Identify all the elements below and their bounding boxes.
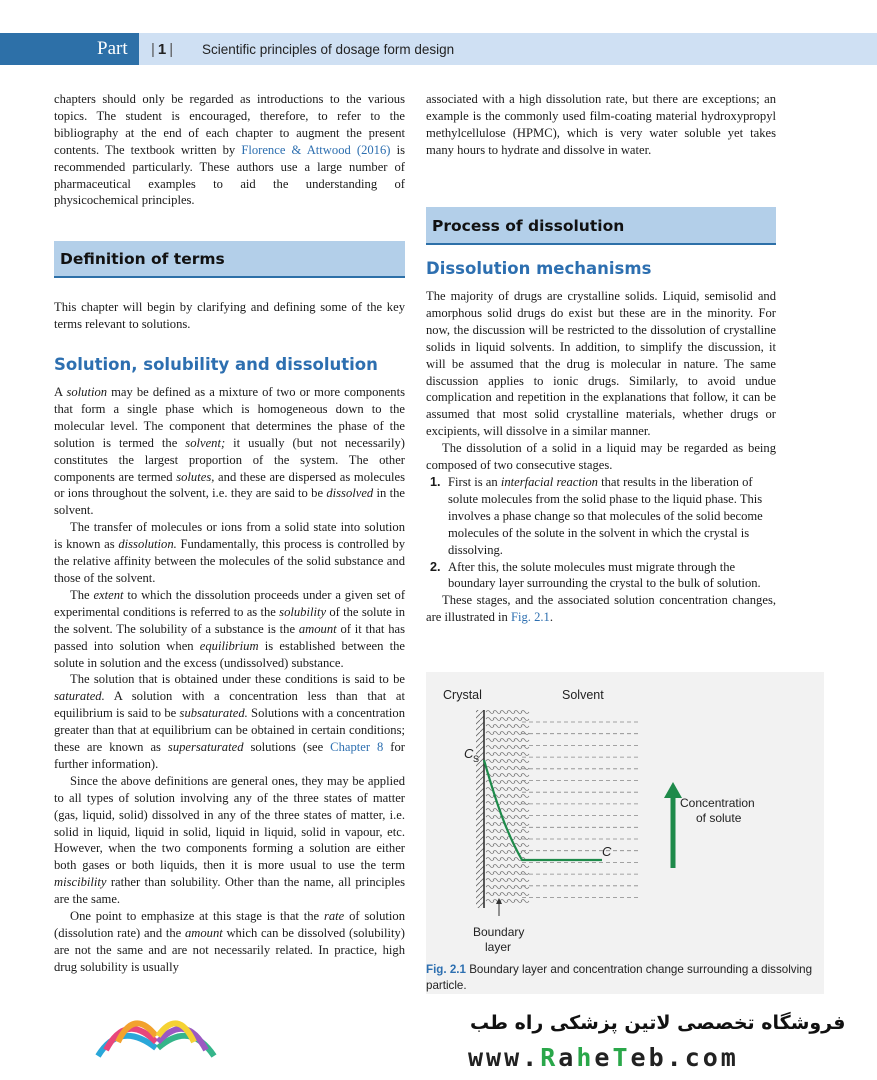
boundary-squiggle	[486, 809, 494, 812]
boundary-squiggle	[500, 802, 508, 805]
boundary-squiggle	[486, 816, 494, 819]
boundary-squiggle	[514, 781, 522, 784]
boundary-squiggle	[514, 746, 522, 749]
boundary-squiggle	[500, 865, 508, 868]
boundary-squiggle	[521, 746, 529, 749]
crystal-surface	[476, 710, 484, 908]
boundary-squiggle	[507, 718, 515, 721]
boundary-squiggle	[507, 893, 515, 896]
boundary-squiggle	[514, 879, 522, 882]
boundary-squiggle	[493, 851, 501, 854]
boundary-squiggle	[500, 858, 508, 861]
boundary-squiggle	[514, 767, 522, 770]
boundary-squiggle	[486, 746, 494, 749]
chapter-number: | 1 |	[151, 41, 173, 58]
boundary-squiggle	[507, 788, 515, 791]
boundary-squiggle	[514, 823, 522, 826]
boundary-squiggle	[521, 718, 529, 721]
boundary-squiggle	[493, 844, 501, 847]
boundary-squiggle	[500, 753, 508, 756]
boundary-squiggle	[486, 858, 494, 861]
boundary-squiggle	[486, 760, 494, 763]
boundary-squiggle	[514, 732, 522, 735]
boundary-squiggle	[500, 872, 508, 875]
boundary-squiggle	[486, 865, 494, 868]
boundary-squiggle	[521, 753, 529, 756]
boundary-squiggle	[486, 795, 494, 798]
boundary-squiggle	[514, 711, 522, 714]
boundary-squiggle	[486, 851, 494, 854]
boundary-squiggle	[486, 711, 494, 714]
boundary-squiggle	[521, 844, 529, 847]
boundary-squiggle	[507, 746, 515, 749]
boundary-squiggle	[500, 809, 508, 812]
step-1: 1. First is an interfacial reaction that results in the liberation of solute molecules from the solid phase to the liquid phase. This involves a phase change so that molecules of the solid become molecules of the solute in the solvent in which the crystal is dissolving.	[430, 474, 763, 557]
boundary-squiggle	[514, 816, 522, 819]
boundary-squiggle	[514, 753, 522, 756]
boundary-squiggle	[493, 760, 501, 763]
figure-caption: Fig. 2.1 Boundary layer and concentration change surrounding a dissolving particle.	[426, 963, 813, 992]
boundary-squiggle	[493, 711, 501, 714]
boundary-squiggle	[493, 886, 501, 889]
boundary-squiggle	[514, 802, 522, 805]
boundary-squiggle	[486, 732, 494, 735]
boundary-squiggle	[514, 795, 522, 798]
boundary-squiggle	[493, 893, 501, 896]
definitions-paragraph: This chapter will begin by clarifying and defining some of the key terms relevant to solutions.	[54, 300, 405, 331]
solution-subheading: Solution, solubility and dissolution	[54, 355, 378, 374]
boundary-layer-diagram	[426, 672, 824, 962]
boundary-squiggle	[500, 711, 508, 714]
boundary-squiggle	[500, 732, 508, 735]
boundary-squiggle	[521, 900, 529, 903]
solution-body	[54, 384, 405, 976]
boundary-squiggle	[507, 781, 515, 784]
boundary-squiggle	[493, 865, 501, 868]
store-url[interactable]: www.RaheTeb.com	[468, 1043, 739, 1072]
boundary-squiggle	[486, 872, 494, 875]
florence-attwood-link[interactable]: Florence & Attwood (2016)	[241, 142, 391, 157]
solution-paragraph-6: One point to emphasize at this stage is that the rate of solution (dissolution rate) and the amount which can be dissolved (solubility) are not the same and are not necessarily related. In practice, high drug solubility is usually	[54, 909, 405, 974]
process-heading-text: Process of dissolution	[432, 217, 625, 235]
boundary-squiggle	[521, 725, 529, 728]
concentration-label-1: Concentration	[680, 796, 755, 810]
boundary-squiggle	[507, 900, 515, 903]
boundary-squiggle	[507, 774, 515, 777]
boundary-squiggle	[493, 858, 501, 861]
boundary-squiggle	[521, 760, 529, 763]
boundary-squiggle	[500, 725, 508, 728]
boundary-squiggle	[500, 844, 508, 847]
boundary-squiggle	[493, 781, 501, 784]
boundary-squiggle	[514, 774, 522, 777]
boundary-squiggle	[493, 872, 501, 875]
boundary-squiggle	[486, 879, 494, 882]
boundary-squiggle	[514, 788, 522, 791]
boundary-squiggle	[514, 837, 522, 840]
boundary-squiggle	[521, 788, 529, 791]
boundary-squiggle	[500, 718, 508, 721]
boundary-squiggle	[486, 753, 494, 756]
boundary-squiggle	[500, 760, 508, 763]
boundary-squiggle	[507, 753, 515, 756]
boundary-squiggle	[507, 879, 515, 882]
boundary-squiggle	[507, 767, 515, 770]
boundary-squiggle	[486, 725, 494, 728]
definitions-heading-text: Definition of terms	[60, 250, 225, 268]
boundary-squiggle	[521, 711, 529, 714]
boundary-squiggle	[493, 718, 501, 721]
cs-label: C	[464, 746, 474, 761]
solvent-label: Solvent	[562, 688, 604, 702]
definitions-section-heading	[54, 241, 405, 278]
boundary-squiggle	[493, 816, 501, 819]
boundary-squiggle	[514, 900, 522, 903]
cs-subscript: S	[473, 754, 480, 764]
boundary-squiggle	[500, 879, 508, 882]
solution-paragraph-3: The extent to which the dissolution proceeds under a given set of experimental conditions is referred to as the solubility of the solute in the solvent. The solubility of a substance is the amount of it that has passed into solution when equilibrium is established between the solute in solution and the excess (undissolved) substance.	[54, 587, 406, 670]
boundary-squiggle	[507, 858, 515, 861]
boundary-squiggle	[493, 739, 501, 742]
part-label: Part	[97, 38, 128, 59]
boundary-squiggle	[507, 732, 515, 735]
dissolution-steps-list	[426, 474, 776, 592]
boundary-squiggle	[493, 753, 501, 756]
boundary-squiggle	[514, 760, 522, 763]
boundary-squiggle	[493, 837, 501, 840]
boundary-squiggle	[493, 879, 501, 882]
boundary-squiggle	[514, 865, 522, 868]
mechanisms-paragraph-2: The dissolution of a solid in a liquid may be regarded as being composed of two consecutive stages.	[426, 441, 776, 473]
intro-paragraph: chapters should only be regarded as introductions to the various topics. The student is encouraged, therefore, to refer to the bibliography at the end of each chapter to augment the present contents. The textbook written by Florence & Attwood (2016) is recommended particularly. These authors use a large number of pharmaceutical examples to aid the understanding of physicochemical principles.	[54, 92, 405, 208]
boundary-squiggle	[521, 739, 529, 742]
concentration-label-2: of solute	[696, 811, 742, 825]
boundary-squiggle	[507, 886, 515, 889]
boundary-squiggle	[500, 739, 508, 742]
boundary-squiggle	[521, 893, 529, 896]
boundary-squiggle	[514, 718, 522, 721]
solvent-dashed-lines	[522, 722, 638, 898]
solution-paragraph-2: The transfer of molecules or ions from a solid state into solution is known as dissolution. Fundamentally, this process is controlled by the relative affinity between the molecules of the solid substance and those of the solvent.	[54, 520, 405, 585]
boundary-squiggle	[493, 725, 501, 728]
boundary-squiggle	[500, 774, 508, 777]
boundary-squiggle	[514, 893, 522, 896]
boundary-squiggle	[521, 865, 529, 868]
boundary-squiggle	[500, 767, 508, 770]
boundary-squiggle	[500, 886, 508, 889]
chapter-8-link[interactable]: Chapter 8	[330, 740, 384, 755]
boundary-squiggle	[500, 900, 508, 903]
boundary-squiggle	[500, 893, 508, 896]
boundary-squiggle	[500, 837, 508, 840]
boundary-squiggle	[500, 788, 508, 791]
boundary-squiggle	[493, 830, 501, 833]
boundary-label-2: layer	[485, 940, 512, 954]
boundary-squiggle	[514, 886, 522, 889]
process-section-heading	[426, 207, 776, 245]
boundary-squiggle	[500, 746, 508, 749]
boundary-squiggle	[507, 872, 515, 875]
boundary-squiggle	[521, 823, 529, 826]
boundary-squiggle	[486, 900, 494, 903]
boundary-squiggle	[514, 809, 522, 812]
solution-paragraph-4: The solution that is obtained under these conditions is said to be saturated. A solution with a concentration less than that at equilibrium is said to be subsaturated. Solutions with a concentration greater than that at equilibrium can be obtained in certain conditions; these are known as supersaturated solutions (see Chapter 8 for further information).	[54, 672, 406, 771]
boundary-squiggle	[486, 893, 494, 896]
running-title: Scientific principles of dosage form design	[202, 42, 455, 57]
boundary-squiggle	[507, 851, 515, 854]
fig-2-1-link[interactable]: Fig. 2.1	[510, 610, 550, 625]
boundary-squiggle	[514, 739, 522, 742]
boundary-squiggle	[514, 872, 522, 875]
boundary-squiggle	[486, 802, 494, 805]
mechanisms-subheading: Dissolution mechanisms	[426, 259, 652, 278]
boundary-squiggle	[493, 732, 501, 735]
boundary-squiggle	[507, 711, 515, 714]
concentration-curve	[484, 760, 602, 860]
crystal-label: Crystal	[443, 688, 482, 702]
store-name: فروشگاه تخصصی لاتین پزشکی راه طب	[470, 1012, 846, 1034]
boundary-squiggle	[493, 788, 501, 791]
boundary-squiggle	[486, 718, 494, 721]
c-label: C	[602, 844, 612, 859]
boundary-squiggle	[521, 774, 529, 777]
boundary-squiggle	[486, 837, 494, 840]
boundary-squiggle	[507, 739, 515, 742]
boundary-squiggle	[521, 795, 529, 798]
boundary-squiggle	[500, 795, 508, 798]
boundary-squiggle	[521, 781, 529, 784]
boundary-squiggle	[507, 865, 515, 868]
boundary-squiggle	[514, 725, 522, 728]
step-2: 2. After this, the solute molecules must migrate through the boundary layer surrounding the crystal to the bulk of solution.	[430, 559, 761, 591]
boundary-squiggle	[486, 823, 494, 826]
boundary-squiggle	[514, 830, 522, 833]
boundary-squiggle	[507, 802, 515, 805]
mechanisms-body	[426, 288, 776, 626]
boundary-squiggle	[521, 809, 529, 812]
boundary-squiggle	[521, 830, 529, 833]
boundary-squiggle	[493, 746, 501, 749]
boundary-squiggle	[500, 851, 508, 854]
boundary-squiggle	[507, 816, 515, 819]
boundary-squiggle	[486, 739, 494, 742]
mechanisms-paragraph-1: The majority of drugs are crystalline solids. Liquid, semisolid and amorphous solid drugs do exist but these are in the minority. For now, the discussion will be restricted to the dissolution of crystalline solids in liquid solvents. In addition, to simplify the discussion, it will be assumed that the drug is molecular in nature. The same discussion applies to ionic drugs. Similarly, to avoid undue complication and repetition in the explanations that follow, it can be assumed that most solid crystalline materials, whether drugs or excipients, will dissolve in a similar manner.	[426, 289, 776, 439]
boundary-squiggle	[493, 767, 501, 770]
solution-paragraph-5: Since the above definitions are general ones, they may be applied to all types of solution involving any of the three states of matter (gas, liquid, solid) dissolved in any of the three states of matter, i.e. solid in liquid, liquid in solid, liquid in liquid, solid in vapour, etc. However, when the two components forming a solution are either both gases or both liquids, then it is more usual to use the term miscibility rather than solubility. Other than the name, all principles are the same.	[54, 773, 405, 907]
boundary-label-1: Boundary	[473, 925, 525, 939]
boundary-squiggle	[500, 781, 508, 784]
boundary-squiggle	[507, 795, 515, 798]
boundary-squiggle	[507, 809, 515, 812]
solution-paragraph-1: A solution may be defined as a mixture of two or more components that form a single phase which is homogeneous down to the molecular level. The component that determines the phase of the solution is termed the solvent; it usually (but not necessarily) constitutes the largest proportion of the system. The other components are termed solutes, and these are dispersed as molecules or ions throughout the solvent, i.e. they are said to be dissolved in the solvent.	[54, 385, 406, 518]
boundary-squiggle	[507, 823, 515, 826]
boundary-squiggle	[493, 774, 501, 777]
book-logo-icon	[90, 1006, 225, 1062]
boundary-squiggle	[486, 830, 494, 833]
boundary-squiggle	[486, 844, 494, 847]
boundary-squiggle	[507, 760, 515, 763]
right-continuation-paragraph: associated with a high dissolution rate, but there are exceptions; an example is the commonly used film-coating material hydroxypropyl methylcellulose (HPMC), which is very water soluble yet takes many hours to hydrate and dissolve in water.	[426, 92, 776, 157]
boundary-squiggle	[507, 725, 515, 728]
boundary-squiggle	[493, 823, 501, 826]
boundary-squiggle	[521, 879, 529, 882]
boundary-squiggle	[486, 886, 494, 889]
mechanisms-paragraph-3: These stages, and the associated solution concentration changes, are illustrated in Fig. 2.1.	[426, 593, 776, 625]
